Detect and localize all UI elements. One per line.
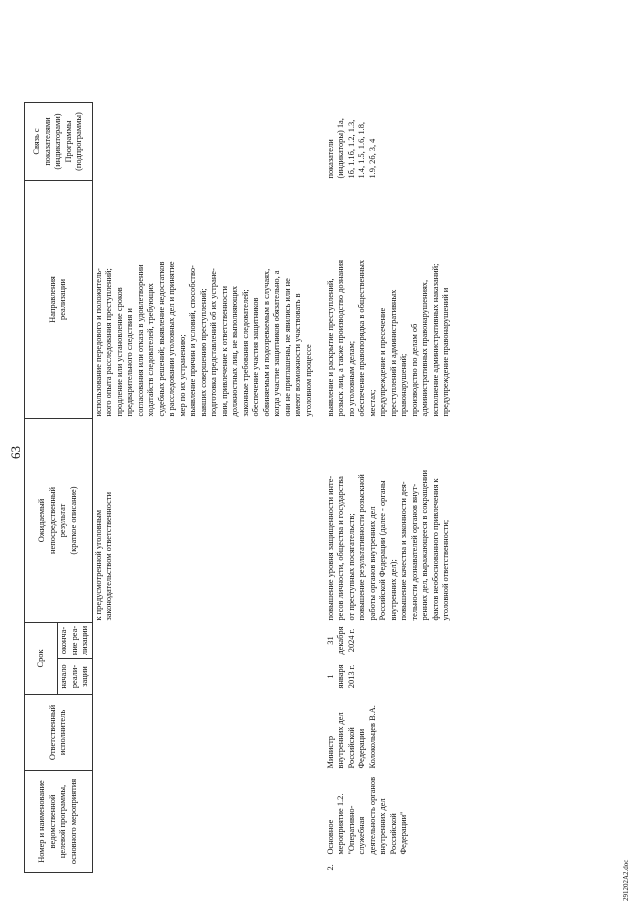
header-directions: Направления реализации bbox=[25, 181, 93, 419]
header-start: начало реали- зации bbox=[58, 659, 93, 695]
continuation-directions: использование передового и положитель- ного опыта расследования преступлений; продление или установление сроков предварительного следствия и согласования или отказа в удовлетворении ходатайств следователей, требующих судебных решений; выявление недостатков в расследовании уголовных дел и принятие мер по их устранению; выявление причин и условий, способство- вавших совершению преступлений; подготовка представлений об их устране- нии, привлечение к ответственности должностных лиц, не выполняющих законные требования следователей; обеспечение участия защитников обвиняемым и подозреваемым в случаях, когда участие защитников обязательно, а они не приглашены, не явились или не имеют возможности участвовать в уголовном процессе bbox=[93, 261, 313, 417]
row-name: Основное мероприятие 1.2. "Оперативно-служебная деятельность органов внутренних дел Российской Федерации" bbox=[325, 776, 408, 855]
footer-code: 291202A2.doc bbox=[622, 859, 630, 901]
header-row-1 bbox=[25, 1, 58, 873]
row-number: 2. bbox=[325, 864, 335, 871]
page-number: 63 bbox=[8, 446, 23, 459]
row-result: повышение уровня защищенности инте- ресов личности, общества и государства от преступных посягательств; повышение результативности розыскной работы органов внутренних дел Российской Федерации (далее - органы внутренних дел); повышение качества и законности дея- тельности дознавателей органов внут- ренних дел, выражающееся в сокращении фактов необоснованного привлечения к уголовной ответственности; bbox=[325, 469, 450, 621]
row-end: 31 декабря 2024 г. bbox=[325, 626, 356, 655]
header-end: оконча- ние реа- лизации bbox=[58, 623, 93, 659]
continuation-result: к предусмотренной уголовным законодательством ответственности bbox=[93, 492, 113, 621]
row-indicator-link: показатели (индикаторы) 1а, 1б, 1.1б, 1.2, 1.3, 1.4, 1.5, 1.6, 1.8, 1.9, 2б, 3, 4 bbox=[325, 118, 377, 179]
row-start: 1 января 2013 г. bbox=[325, 664, 356, 689]
header-indicator-link: Связь с показателями (индикаторами) Программы (подпрограммы) bbox=[25, 103, 93, 181]
row-directions: выявление и раскрытие преступлений, розыск лиц, а также производство дознания по уголовным делам; обеспечение правопорядка в общественных местах; предупреждение и пресечение преступлений и административных правонарушений; производство по делам об административных правонарушениях, исполнение административных наказаний; предупреждение правонарушений и bbox=[325, 259, 450, 417]
header-spacer bbox=[25, 1, 93, 103]
header-expected-result: Ожидаемый непосредственный результат (краткое описание) bbox=[25, 419, 93, 623]
table-row bbox=[325, 1, 616, 873]
continuation-row bbox=[92, 1, 325, 873]
row-responsible: Министр внутренних дел Российской Федерации Колокольцев В.А. bbox=[325, 705, 377, 769]
measures-table bbox=[24, 1, 615, 874]
header-deadline: Срок bbox=[25, 623, 58, 695]
header-number-name: Номер и наименование ведомственной целевой программы, основного мероприятия bbox=[25, 771, 93, 873]
header-responsible: Ответственный исполнитель bbox=[25, 695, 93, 771]
